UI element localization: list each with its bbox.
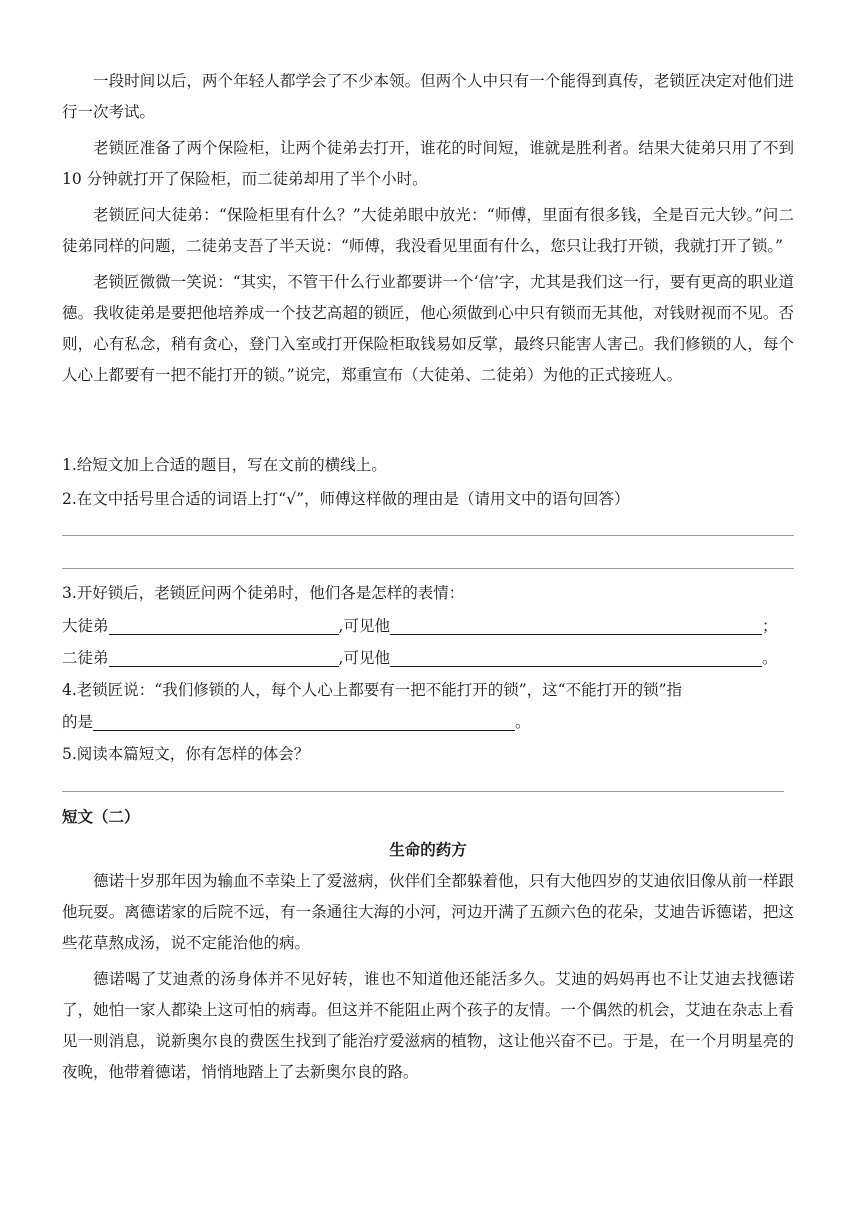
q3-label-big-apprentice: 大徒弟 — [62, 617, 109, 635]
story-one-paragraph-2: 老锁匠准备了两个保险柜，让两个徒弟去打开，谁花的时间短，谁就是胜利者。结果大徒弟只用了不到 10 分钟就打开了保险柜，而二徒弟却用了半个小时。 — [62, 139, 794, 188]
q4-end: 。 — [515, 713, 531, 731]
question-3-row-1 — [62, 611, 777, 642]
q3-end-2: 。 — [761, 649, 778, 667]
story-one — [62, 66, 794, 391]
q3-connector-1: ,可见他 — [338, 617, 390, 635]
answer-line-q2-a[interactable] — [62, 535, 794, 536]
question-5: 5.阅读本篇短文，你有怎样的体会？ — [62, 745, 310, 763]
story-two-paragraph-1: 德诺十岁那年因为输血不幸染上了爱滋病，伙伴们全都躲着他，只有大他四岁的艾迪依旧像从前一样跟他玩耍。离德诺家的后院不远，有一条通往大海的小河，河边开满了五颜六色的花朵，艾迪告诉德诺，把这些花草熬成汤，说不定能治他的病。 — [62, 872, 794, 952]
answer-line-q2-b[interactable] — [62, 568, 794, 569]
q3-blank-conclusion-2[interactable] — [390, 648, 762, 667]
q4-answer-blank[interactable] — [93, 712, 515, 731]
q4-prefix: 的是 — [62, 713, 94, 731]
question-3-row-2 — [62, 643, 777, 674]
question-3: 3.开好锁后，老锁匠问两个徒弟时，他们各是怎样的表情： — [62, 584, 465, 602]
question-2: 2.在文中括号里合适的词语上打“√”，师傅这样做的理由是（请用文中的语句回答） — [62, 490, 630, 508]
answer-line-q5[interactable] — [62, 791, 784, 792]
story-one-paragraph-4: 老锁匠微微一笑说：“其实，不管干什么行业都要讲一个‘信’字，尤其是我们这一行，要有更高的职业道德。我收徒弟是要把他培养成一个技艺高超的锁匠，他心须做到心中只有锁而无其他，对钱财视而不见。否则，心有私念，稍有贪心，登门入室或打开保险柜取钱易如反掌，最终只能害人害己。我们修锁的人，每个人心上都要有一把不能打开的锁。”说完，郑重宣布（大徒弟、二徒弟）为他的正式接班人。 — [62, 273, 794, 384]
q3-end-1: ； — [761, 617, 778, 635]
q3-blank-expression-2[interactable] — [109, 648, 339, 667]
question-4-line-1: 4.老锁匠说：“我们修锁的人，每个人心上都要有一把不能打开的锁”，这“不能打开的锁”指 — [62, 681, 682, 699]
q3-label-second-apprentice: 二徒弟 — [62, 649, 109, 667]
story-two-paragraph-2: 德诺喝了艾迪煮的汤身体并不见好转，谁也不知道他还能活多久。艾迪的妈妈再也不让艾迪去找德诺了，她怕一家人都染上这可怕的病毒。但这并不能阻止两个孩子的友情。一个偶然的机会，艾迪在杂志上看见一则消息，说新奥尔良的费医生找到了能治疗爱滋病的植物，这让他兴奋不已。于是，在一个月明星亮的夜晚，他带着德诺，悄悄地踏上了去新奥尔良的路。 — [62, 970, 794, 1081]
question-1: 1.给短文加上合适的题目，写在文前的横线上。 — [62, 456, 387, 474]
question-4-line-2 — [62, 707, 531, 738]
story-two-title: 生命的药方 — [389, 840, 467, 859]
story-two — [62, 866, 794, 1088]
q3-connector-2: ,可见他 — [338, 649, 390, 667]
story-one-paragraph-1: 一段时间以后，两个年轻人都学会了不少本领。但两个人中只有一个能得到真传，老锁匠决定对他们进行一次考试。 — [62, 72, 794, 121]
story-one-paragraph-3: 老锁匠问大徒弟：“保险柜里有什么？”大徒弟眼中放光：“师傅，里面有很多钱，全是百元大钞。”问二徒弟同样的问题，二徒弟支吾了半天说：“师傅，我没看见里面有什么，您只让我打开锁，我就打开了锁。” — [62, 206, 794, 255]
q3-blank-conclusion-1[interactable] — [390, 616, 762, 635]
section-label-story-two: 短文（二） — [62, 807, 140, 826]
q3-blank-expression-1[interactable] — [109, 616, 339, 635]
